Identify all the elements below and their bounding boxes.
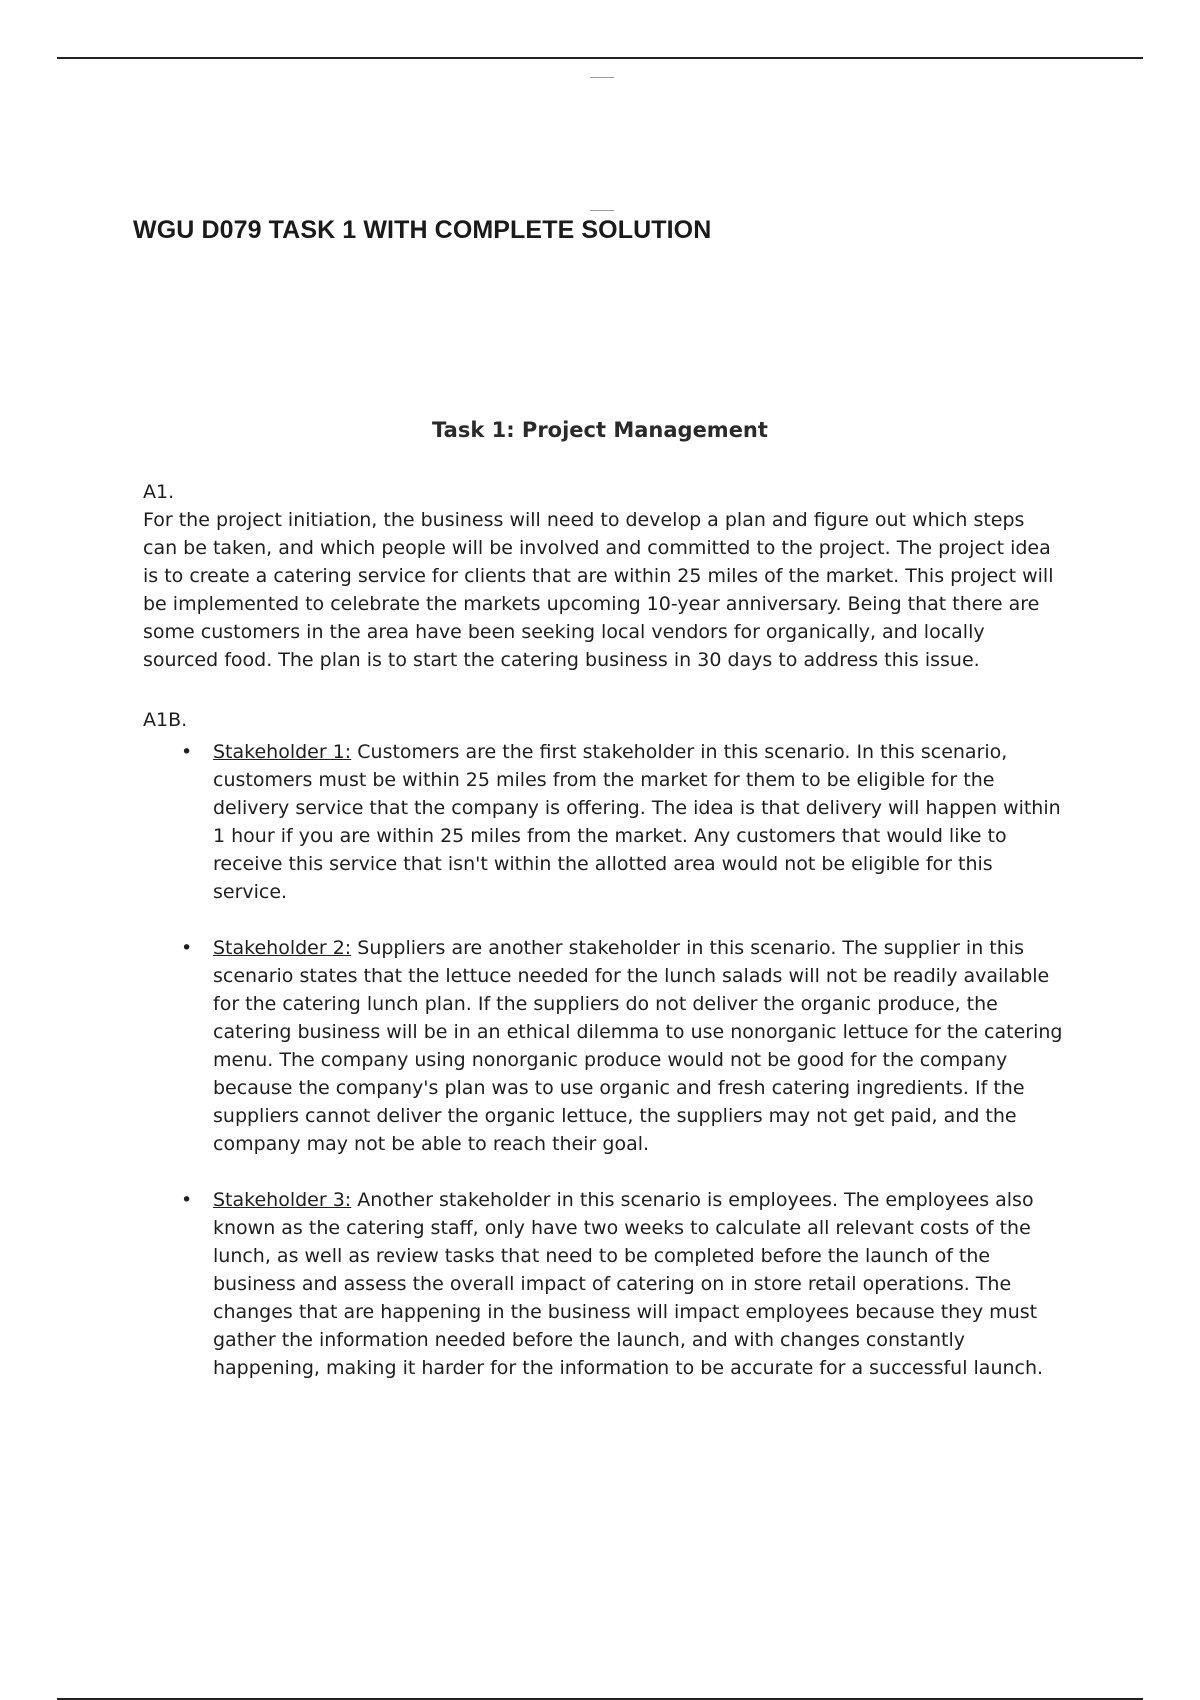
document-title: WGU D079 TASK 1 WITH COMPLETE SOLUTION (133, 216, 712, 244)
section-a1-paragraph: For the project initiation, the business will need to develop a plan and figure out which steps can be taken, and which people will be involved and committed to the project. The project idea is to create a catering service for clients that are within 25 miles of the market. This project will be implemented to celebrate the markets upcoming 10-year anniversary. Being that there are some customers in the area have been seeking local vendors for organically, and locally sourced food. The plan is to start the catering business in 30 days to address this issue. (143, 509, 1054, 671)
stakeholder-item (143, 738, 1063, 906)
section-a1b (143, 706, 1063, 1410)
stakeholder-continuation: gather the information needed before the launch, and with changes constantly happening, making it harder for the information to be accurate for a successful launch. (213, 1329, 1044, 1379)
section-a1 (143, 478, 1063, 674)
stakeholder-list (143, 738, 1063, 1382)
bullet-icon: • (181, 937, 193, 959)
header-mark (590, 77, 614, 78)
stakeholder-item (143, 1186, 1063, 1382)
stakeholder-paragraph (213, 1186, 1063, 1326)
task-heading: Task 1: Project Management (432, 418, 768, 442)
stakeholder-text: Another stakeholder in this scenario is employees. The employees also known as the catering staff, only have two weeks to calculate all relevant costs of the lunch, as well as review tasks that need to be completed before the launch of the business and assess the overall impact of catering on in store retail operations. The changes that are happening in the business will impact employees because they must (213, 1189, 1038, 1323)
stakeholder-paragraph (213, 738, 1063, 906)
section-label-a1: A1. (143, 481, 175, 503)
bullet-icon: • (181, 741, 193, 763)
stakeholder-continuation: because the company's plan was to use organic and fresh catering ingredients. If the suppliers cannot deliver the organic lettuce, the suppliers may not get paid, and the company may not be able to reach their goal. (213, 1077, 1025, 1155)
stakeholder-text: Customers are the first stakeholder in this scenario. In this scenario, customers must be within 25 miles from the market for them to be eligible for the delivery service that the company is offering. The idea is that delivery will happen within 1 hour if you are within 25 miles from the market. Any customers that would like to receive this service that isn't within the allotted area would not be eligible for this service. (213, 741, 1061, 903)
top-rule (57, 57, 1143, 59)
stakeholder-name: Stakeholder 3: (213, 1189, 352, 1211)
stakeholder-name: Stakeholder 1: (213, 741, 352, 763)
section-label-a1b: A1B. (143, 709, 188, 731)
title-mark (590, 210, 614, 211)
stakeholder-text: Suppliers are another stakeholder in this scenario. The supplier in this scenario states that the lettuce needed for the lunch salads will not be readily available for the catering lunch plan. If the suppliers do not deliver the organic produce, the catering business will be in an ethical dilemma to use nonorganic lettuce for the catering menu. The company using nonorganic produce would not be good for the company (213, 937, 1063, 1071)
stakeholder-item (143, 934, 1063, 1158)
bullet-icon: • (181, 1189, 193, 1211)
stakeholder-paragraph (213, 934, 1063, 1074)
stakeholder-name: Stakeholder 2: (213, 937, 352, 959)
